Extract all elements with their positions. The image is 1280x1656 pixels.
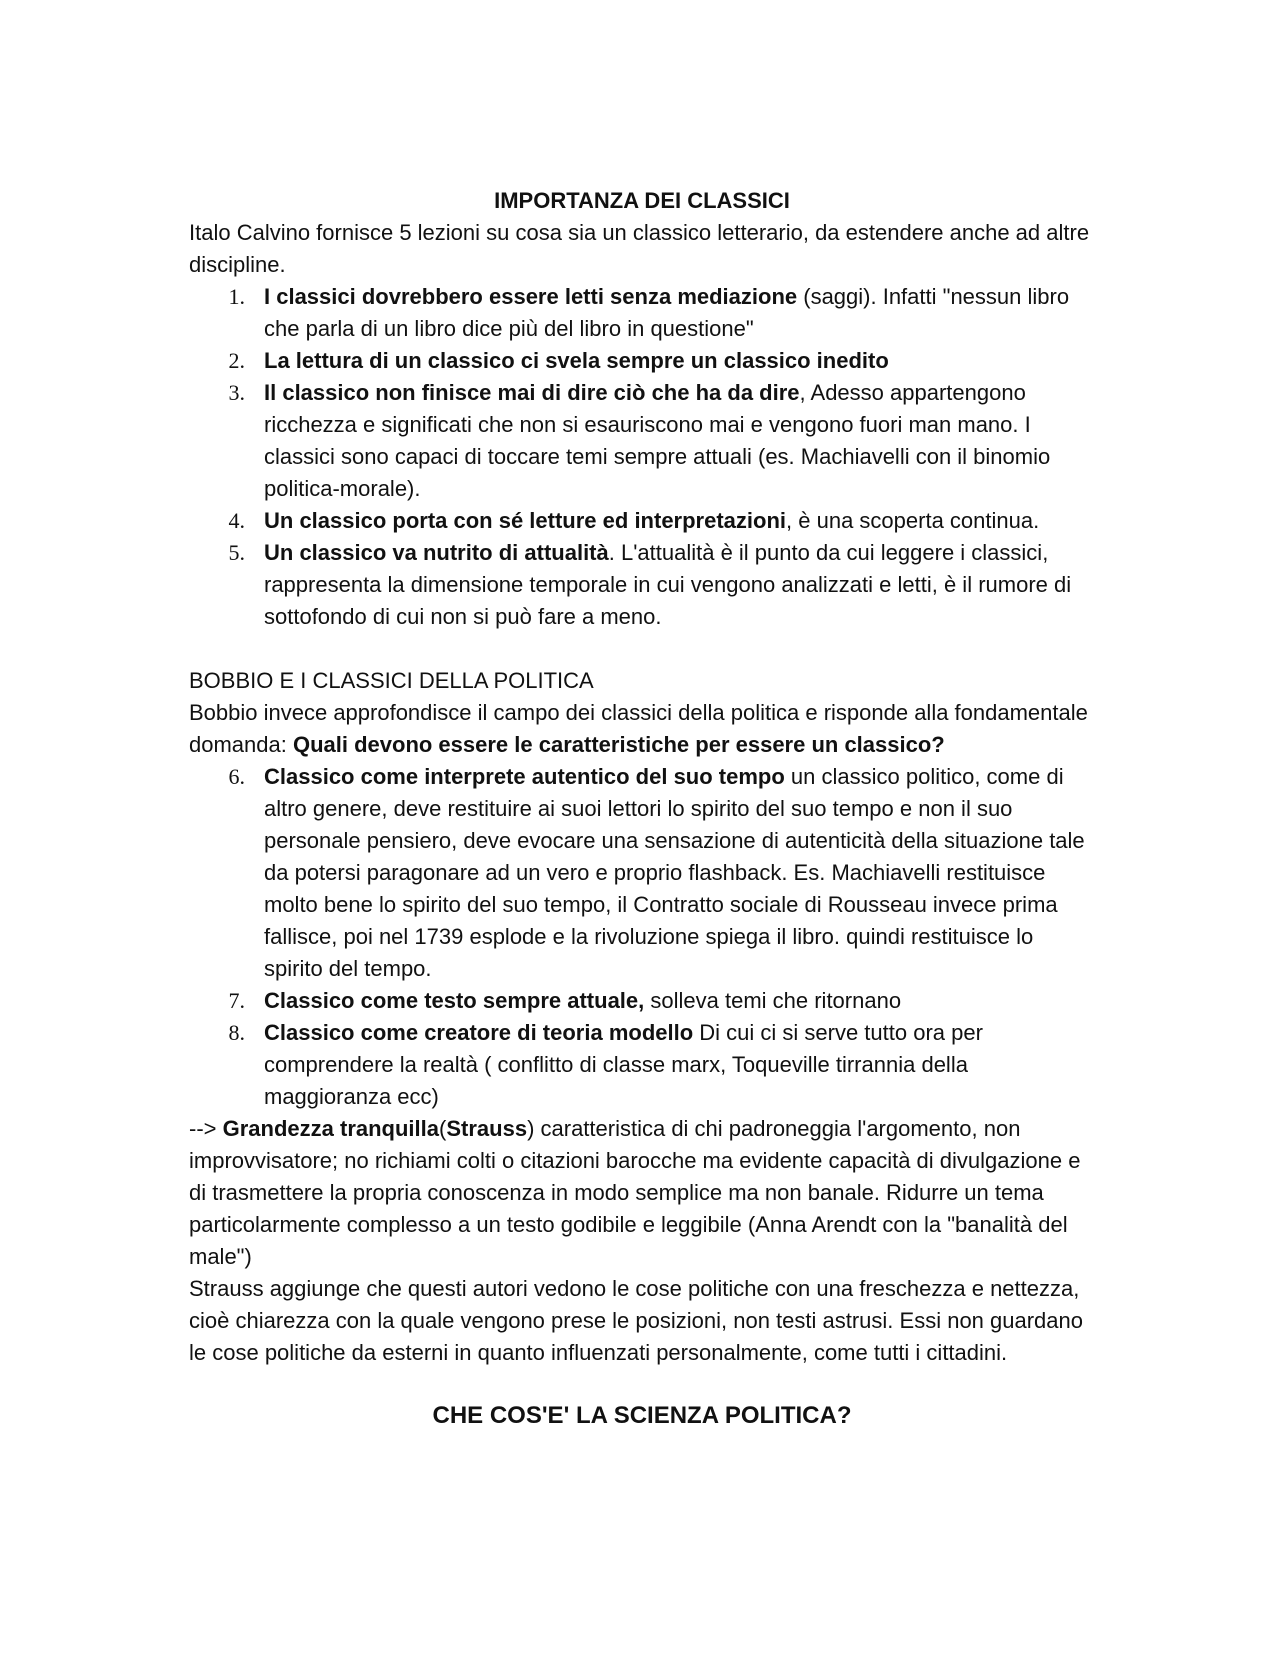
list-item-text: un classico politico, come di altro genere, deve restituire ai suoi lettori lo spirito del suo tempo e non il suo personale pensiero, deve evocare una sensazione di autenticità della situazione tale da potersi paragonare ad un vero e proprio flashback. Es. Machiavelli restituisce molto bene lo spirito del suo tempo, il Contratto sociale di Rousseau invece prima fallisce, poi nel 1739 esplode e la rivoluzione spiega il libro. quindi restituisce lo spirito del tempo. [264, 764, 1085, 981]
arrow-text: --> [189, 1116, 223, 1141]
grandezza-bold: Grandezza tranquilla [222, 1116, 440, 1141]
list-item-bold: Un classico va nutrito di attualità [264, 540, 609, 565]
list-item-text: Di cui ci si serve tutto ora per comprendere la realtà ( conflitto di classe marx, Toqueville tirrannia della maggioranza ecc) [264, 1020, 983, 1109]
list-item-bold: Classico come testo sempre attuale, [264, 988, 645, 1013]
calvino-intro: Italo Calvino fornisce 5 lezioni su cosa sia un classico letterario, da estendere anche ad altre discipline. [189, 220, 1090, 277]
list-number: 7. [228, 988, 245, 1013]
strauss-bold: Strauss [446, 1116, 528, 1141]
list-item [189, 1017, 1095, 1113]
list-item-bold: Un classico porta con sé letture ed interpretazioni [264, 508, 787, 533]
list-item [189, 985, 1095, 1017]
list-item-text: (saggi). Infatti "nessun libro che parla di un libro dice più del libro in questione" [264, 284, 1070, 341]
section-title-classici: IMPORTANZA DEI CLASSICI [494, 188, 790, 213]
bobbio-intro [189, 697, 1095, 761]
calvino-lessons-list [189, 281, 1095, 633]
list-number: 4. [228, 508, 245, 533]
list-number: 5. [228, 540, 245, 565]
bobbio-characteristics-list [189, 761, 1095, 1113]
section-heading-bobbio: BOBBIO E I CLASSICI DELLA POLITICA [189, 668, 594, 693]
list-number: 1. [228, 284, 245, 309]
list-number: 6. [228, 764, 245, 789]
list-item-text: , Adesso appartengono ricchezza e significati che non si esauriscono mai e vengono fuori man mano. I classici sono capaci di toccare temi sempre attuali (es. Machiavelli con il binomio politica-morale). [264, 380, 1051, 501]
list-item [189, 505, 1095, 537]
list-number: 2. [228, 348, 245, 373]
list-item-text: , è una scoperta continua. [786, 508, 1040, 533]
spacer [189, 633, 1095, 665]
paren-text: ( [439, 1116, 447, 1141]
list-item [189, 377, 1095, 505]
bobbio-question: Quali devono essere le caratteristiche per essere un classico? [292, 732, 945, 757]
list-item-text: solleva temi che ritornano [644, 988, 902, 1013]
list-item-bold: Classico come creatore di teoria modello [264, 1020, 694, 1045]
spacer [189, 1369, 1095, 1399]
list-item-text: . L'attualità è il punto da cui leggere i classici, rappresenta la dimensione temporale in cui vengono analizzati e letti, è il rumore di sottofondo di cui non si può fare a meno. [264, 540, 1072, 629]
list-number: 8. [228, 1020, 245, 1045]
document-page [189, 185, 1095, 1433]
list-number: 3. [228, 380, 245, 405]
list-item [189, 537, 1095, 633]
list-item [189, 345, 1095, 377]
list-item-bold: Classico come interprete autentico del suo tempo [264, 764, 785, 789]
grandezza-text: ) caratteristica di chi padroneggia l'argomento, non improvvisatore; no richiami colti o citazioni barocche ma evidente capacità di divulgazione e di trasmettere la propria conoscenza in modo semplice ma non banale. Ridurre un tema particolarmente complesso a un testo godibile e leggibile (Anna Arendt con la "banalità del male") [189, 1116, 1081, 1269]
list-item [189, 761, 1095, 985]
list-item-bold: I classici dovrebbero essere letti senza mediazione [264, 284, 798, 309]
strauss-paragraph: Strauss aggiunge che questi autori vedono le cose politiche con una freschezza e nettezza, cioè chiarezza con la quale vengono prese le posizioni, non testi astrusi. Essi non guardano le cose politiche da esterni in quanto influenzati personalmente, come tutti i cittadini. [189, 1276, 1083, 1365]
list-item [189, 281, 1095, 345]
grandezza-paragraph [189, 1113, 1095, 1273]
section-title-scienza-politica: CHE COS'E' LA SCIENZA POLITICA? [432, 1402, 852, 1429]
list-item-bold: La lettura di un classico ci svela sempre un classico inedito [264, 348, 889, 373]
bobbio-intro-text: Bobbio invece approfondisce il campo dei classici della politica e risponde alla fondamentale domanda: [189, 700, 1088, 757]
list-item-bold: Il classico non finisce mai di dire ciò che ha da dire [264, 380, 800, 405]
